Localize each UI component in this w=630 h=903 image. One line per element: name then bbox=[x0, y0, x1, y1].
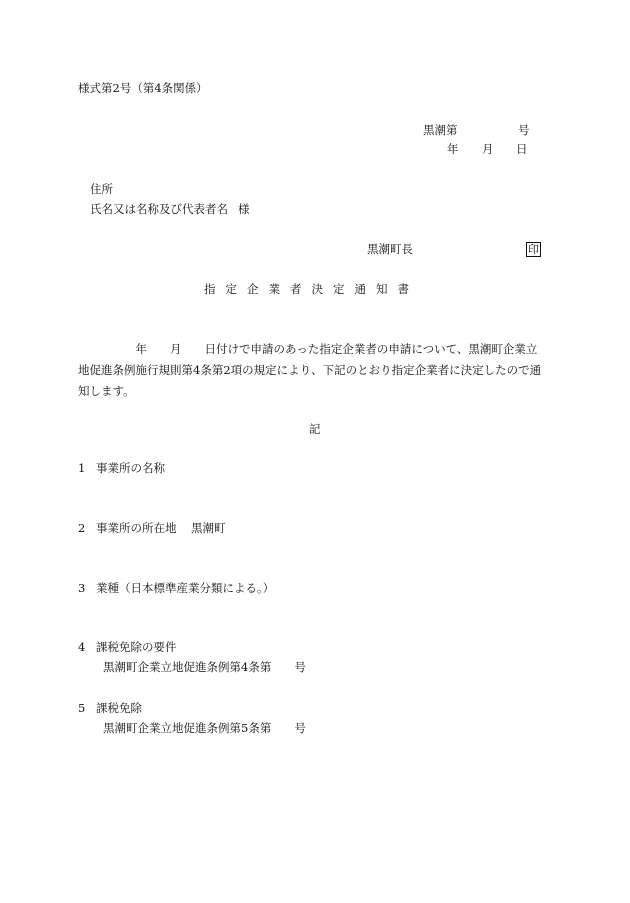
notice-body-line-2: 地促進条例施行規則第4条第2項の規定により、下記のとおり指定企業者に決定したので通 bbox=[78, 363, 542, 377]
recipient-honorific: 様 bbox=[238, 202, 250, 216]
item-label: 業種（日本標準産業分類による。） bbox=[96, 581, 275, 595]
recipient-name-label: 氏名又は名称及び代表者名 bbox=[90, 202, 228, 216]
item-value: 黒潮町 bbox=[191, 521, 226, 535]
seal-mark: 印 bbox=[528, 243, 539, 256]
form-number: 様式第2号（第4条関係） bbox=[78, 81, 208, 95]
item-detail: 黒潮町企業立地促進条例第4条第 号 bbox=[103, 660, 306, 674]
item-number: 4 bbox=[78, 640, 86, 654]
reference-number-suffix: 号 bbox=[518, 123, 530, 137]
item-number: 5 bbox=[78, 701, 86, 715]
item-label: 事業所の所在地 bbox=[96, 521, 177, 535]
notice-body-line-3: 知します。 bbox=[78, 384, 135, 398]
date-month-label: 月 bbox=[482, 142, 494, 156]
notice-body-line-1: 年 月 日付けで申請のあった指定企業者の申請について、黒潮町企業立 bbox=[78, 342, 538, 356]
issuer-title: 黒潮町長 bbox=[367, 242, 413, 256]
reference-number-prefix: 黒潮第 bbox=[423, 123, 458, 137]
date-day-label: 日 bbox=[516, 142, 528, 156]
item-number: 2 bbox=[78, 521, 86, 535]
item-label: 課税免除の要件 bbox=[96, 640, 177, 654]
item-detail: 黒潮町企業立地促進条例第5条第 号 bbox=[103, 721, 306, 735]
item-number: 3 bbox=[78, 581, 86, 595]
date-year-label: 年 bbox=[447, 142, 459, 156]
document-title: 指定企業者決定通知書 bbox=[204, 282, 419, 296]
ki-heading: 記 bbox=[309, 422, 321, 436]
recipient-address-label: 住所 bbox=[90, 182, 113, 196]
item-number: 1 bbox=[78, 461, 86, 475]
item-label: 課税免除 bbox=[96, 701, 142, 715]
item-label: 事業所の名称 bbox=[96, 461, 165, 475]
